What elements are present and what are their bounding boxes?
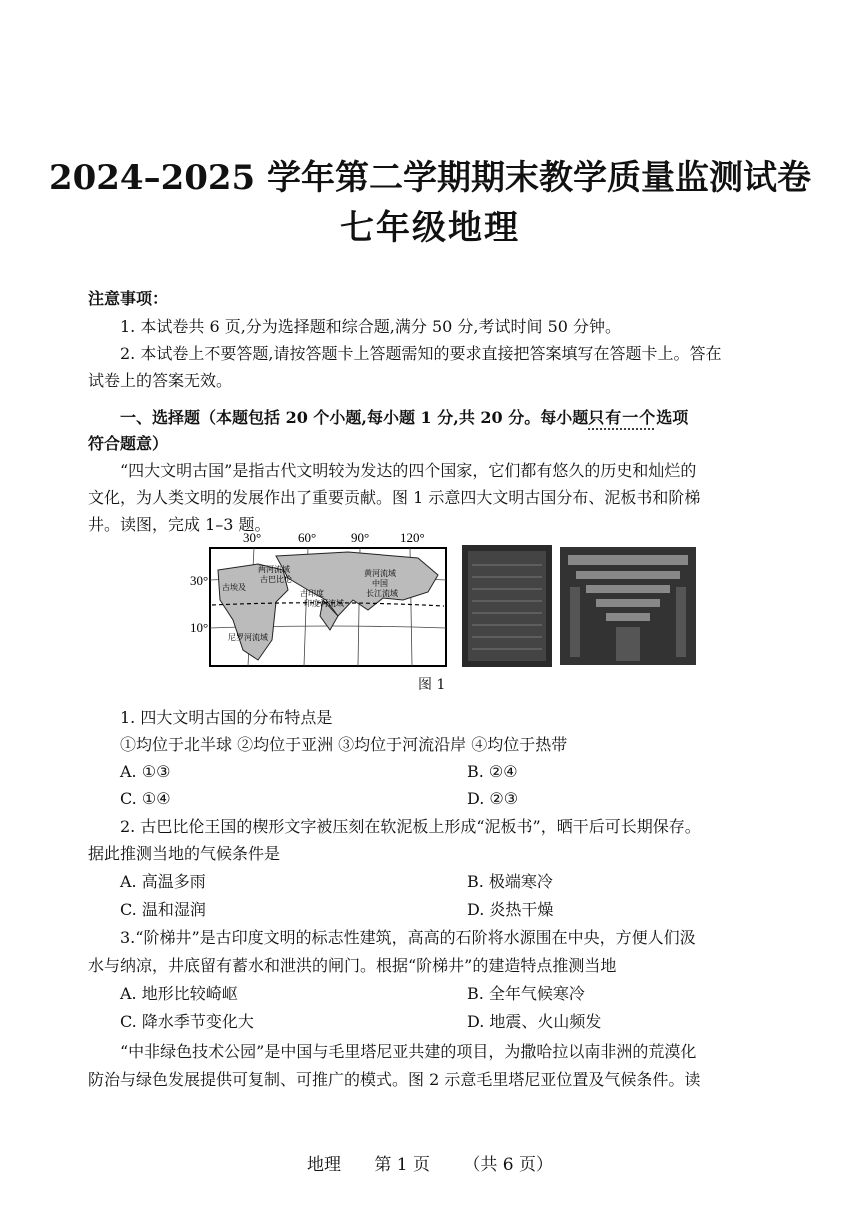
section1-heading xyxy=(120,406,688,430)
map-label-china: 中国 xyxy=(372,579,388,588)
q3-option-a: A. 地形比较崎岖 xyxy=(120,984,238,1003)
clay-tablet-image xyxy=(462,545,552,667)
footer-subject: 地理 xyxy=(306,1155,341,1175)
map-lon-90: 90° xyxy=(351,530,370,545)
q3-option-d: D. 地震、火山频发 xyxy=(467,1012,602,1031)
map-label-babylon: 古巴比伦 xyxy=(260,575,292,584)
q1-statements: ①均位于北半球 ②均位于亚洲 ③均位于河流沿岸 ④均位于热带 xyxy=(120,735,568,754)
section1-heading-suffix: 选项 xyxy=(656,408,689,427)
q1-stem: 1. 四大文明古国的分布特点是 xyxy=(120,708,333,727)
exam-title: 2024–2025 学年第二学期期末教学质量监测试卷 xyxy=(48,158,812,198)
note-item-1: 1. 本试卷共 6 页,分为选择题和综合题,满分 50 分,考试时间 50 分钟。 xyxy=(120,317,622,336)
q1-option-d: D. ②③ xyxy=(467,789,519,808)
section1-heading-emph: 只有一个 xyxy=(588,408,657,427)
footer-page: 第 1 页 xyxy=(374,1155,430,1175)
q3-stem-line2: 水与纳凉，井底留有蓄水和泄洪的闸门。根据“阶梯井”的建造特点推测当地 xyxy=(88,956,617,975)
q3-stem-line1: 3.“阶梯井”是古印度文明的标志性建筑，高高的石阶将水源围在中央，方便人们汲 xyxy=(120,928,696,947)
q3-option-b: B. 全年气候寒冷 xyxy=(467,984,585,1003)
map-label-nile: 尼罗河流域 xyxy=(228,633,268,642)
q1-option-c: C. ①④ xyxy=(120,789,171,808)
map-lat-30: 30° xyxy=(190,573,209,588)
note-item-2: 2. 本试卷上不要答题,请按答题卡上答题需知的要求直接把答案填写在答题卡上。答在 xyxy=(120,344,722,363)
q1-option-b: B. ②④ xyxy=(467,762,518,781)
figure1-map xyxy=(188,530,450,670)
q2-option-a: A. 高温多雨 xyxy=(120,872,206,891)
figure1-caption: 图 1 xyxy=(418,677,446,693)
map-lon-30: 30° xyxy=(243,530,262,545)
section1-heading-prefix: 一、选择题（本题包括 20 个小题,每小题 1 分,共 20 分。每小题 xyxy=(120,408,589,427)
page-footer xyxy=(0,1150,860,1175)
footer-total: （共 6 页） xyxy=(463,1155,554,1175)
intro1-line3: 井。读图，完成 1–3 题。 xyxy=(88,515,271,534)
note-item-2-cont: 试卷上的答案无效。 xyxy=(88,371,233,390)
stepwell-image xyxy=(560,547,696,665)
q2-option-b: B. 极端寒冷 xyxy=(467,872,553,891)
map-label-india: 古印度 xyxy=(300,589,324,598)
map-label-yellow-river: 黄河流域 xyxy=(364,569,396,578)
map-lon-60: 60° xyxy=(298,530,317,545)
map-lat-10: 10° xyxy=(190,620,209,635)
q2-stem-line2: 据此推测当地的气候条件是 xyxy=(88,844,281,863)
section1-heading-line2: 符合题意） xyxy=(88,434,169,453)
intro1-line1: “四大文明古国”是指古代文明较为发达的四个国家，它们都有悠久的历史和灿烂的 xyxy=(120,461,697,480)
intro2-line2: 防治与绿色发展提供可复制、可推广的模式。图 2 示意毛里塔尼亚位置及气候条件。读 xyxy=(88,1070,701,1089)
map-lon-120: 120° xyxy=(400,530,425,545)
map-label-egypt: 古埃及 xyxy=(222,583,246,592)
q2-option-c: C. 温和湿润 xyxy=(120,900,206,919)
intro2-line1: “中非绿色技术公园”是中国与毛里塔尼亚共建的项目，为撒哈拉以南非洲的荒漠化 xyxy=(120,1042,697,1061)
q1-option-a: A. ①③ xyxy=(120,762,171,781)
q2-stem-line1: 2. 古巴比伦王国的楔形文字被压刻在软泥板上形成“泥板书”，晒干后可长期保存。 xyxy=(120,817,701,836)
exam-subtitle: 七年级地理 xyxy=(340,208,520,248)
map-label-indus: 印度河流域 xyxy=(304,599,344,608)
q2-option-d: D. 炎热干燥 xyxy=(467,900,554,919)
q3-option-c: C. 降水季节变化大 xyxy=(120,1012,254,1031)
intro1-line2: 文化，为人类文明的发展作出了重要贡献。图 1 示意四大文明古国分布、泥板书和阶梯 xyxy=(88,488,701,507)
map-label-yangtze: 长江流域 xyxy=(366,589,398,598)
map-label-two-rivers: 两河流域 xyxy=(258,565,290,574)
notes-heading: 注意事项： xyxy=(88,289,169,308)
